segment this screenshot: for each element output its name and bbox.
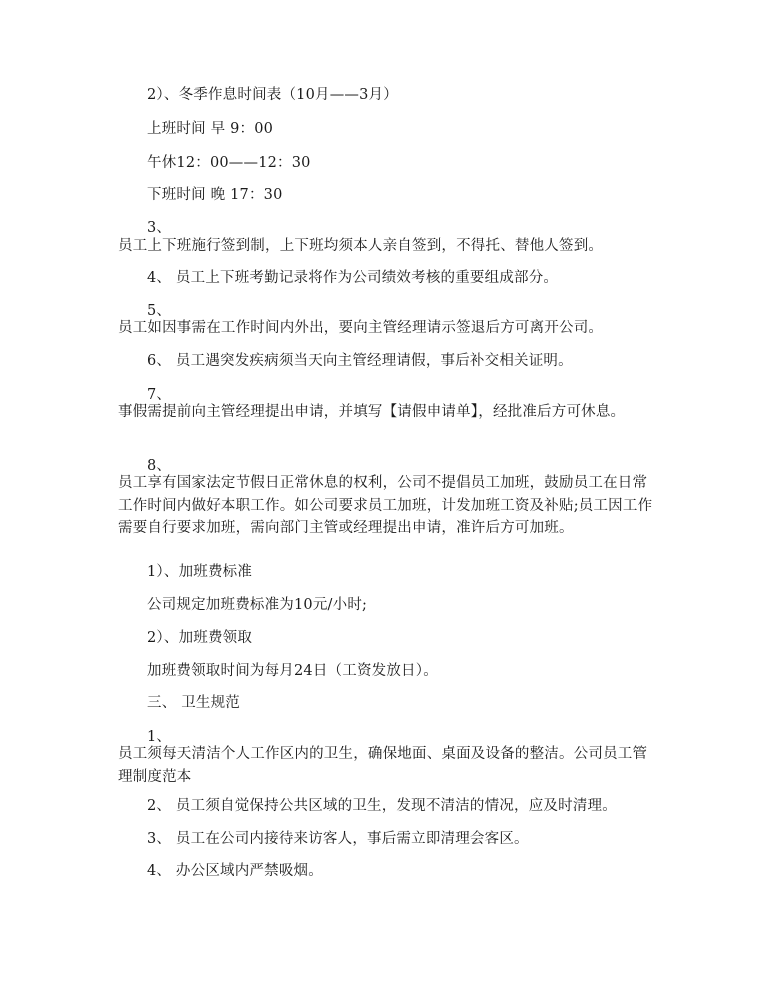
work-start-time: 上班时间 早 9：00	[147, 121, 274, 137]
overtime-standard-heading: 1）、加班费标准	[147, 564, 253, 580]
hygiene-3: 3、 员工在公司内接待来访客人，事后需立即清理会客区。	[147, 831, 529, 847]
item-5-number: 5、	[147, 303, 172, 319]
item-4: 4、 员工上下班考勤记录将作为公司绩效考核的重要组成部分。	[147, 270, 559, 286]
overtime-pay-heading: 2）、加班费领取	[147, 630, 253, 646]
overtime-pay-text: 加班费领取时间为每月24日（工资发放日）。	[147, 663, 438, 679]
item-7-text: 事假需提前向主管经理提出申请，并填写【请假申请单】，经批准后方可休息。	[118, 404, 626, 420]
overtime-standard-text: 公司规定加班费标准为10元/小时;	[147, 597, 368, 613]
item-3-text: 员工上下班施行签到制，上下班均须本人亲自签到，不得托、替他人签到。	[118, 238, 604, 254]
item-8-number: 8、	[147, 458, 172, 474]
hygiene-1-text: 员工须每天清洁个人工作区内的卫生，确保地面、桌面及设备的整洁。公司员工管理制度范本	[118, 746, 648, 785]
hygiene-2: 2、 员工须自觉保持公共区域的卫生，发现不清洁的情况，应及时清理。	[147, 798, 617, 814]
work-end-time: 下班时间 晚 17：30	[147, 187, 283, 203]
item-6: 6、 员工遇突发疾病须当天向主管经理请假，事后补交相关证明。	[147, 353, 573, 369]
lunch-break-time: 午休12：00——12：30	[147, 155, 311, 171]
section-3-heading: 三、 卫生规范	[147, 695, 241, 711]
item-5-text: 员工如因事需在工作时间内外出，要向主管经理请示签退后方可离开公司。	[118, 320, 604, 336]
item-8-text: 员工享有国家法定节假日正常休息的权利，公司不提倡员工加班，鼓励员工在日常工作时间内做好本职工作。如公司要求员工加班，计发加班工资及补贴;员工因工作需要自行要求加班，需向部门主管或经理提出申请，准许后方可加班。	[118, 475, 653, 536]
hygiene-4: 4、 办公区域内严禁吸烟。	[147, 863, 323, 879]
item-7-number: 7、	[147, 387, 172, 403]
hygiene-1-number: 1、	[147, 729, 172, 745]
winter-schedule-heading: 2）、冬季作息时间表（10月——3月）	[147, 87, 398, 103]
item-3-number: 3、	[147, 220, 172, 236]
